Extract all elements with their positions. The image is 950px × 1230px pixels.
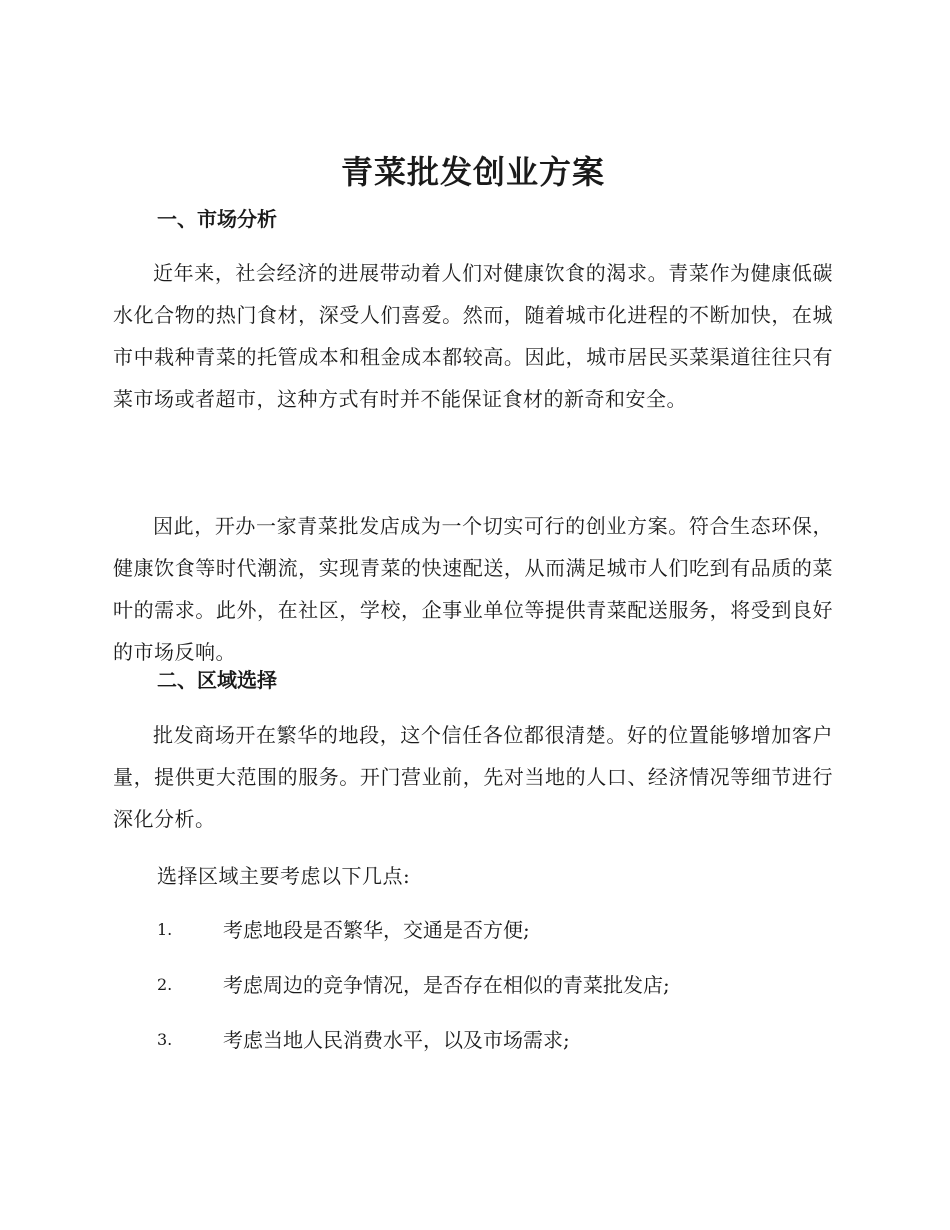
list-text: 考虑周边的竞争情况，是否存在相似的青菜批发店; (223, 973, 670, 997)
list-text: 考虑地段是否繁华，交通是否方便; (223, 918, 530, 942)
paragraph-region-1: 批发商场开在繁华的地段，这个信任各位都很清楚。好的位置能够增加客户量，提供更大范围的服务。开门营业前，先对当地的人口、经济情况等细节进行深化分析。 (113, 723, 833, 831)
list-number: 1. (157, 920, 173, 939)
section-heading-region-selection: 二、区域选择 (157, 668, 277, 692)
paragraph-region-intro: 选择区域主要考虑以下几点: (157, 864, 411, 888)
list-text: 考虑当地人民消费水平，以及市场需求; (223, 1028, 570, 1052)
list-number: 2. (157, 975, 173, 994)
paragraph-market-2: 因此，开办一家青菜批发店成为一个切实可行的创业方案。符合生态环保，健康饮食等时代潮流，实现青菜的快速配送，从而满足城市人们吃到有品质的菜叶的需求。此外，在社区，学校，企事业单位等提供青菜配送服务，将受到良好的市场反响。 (113, 514, 833, 664)
list-number: 3. (157, 1030, 173, 1049)
document-title: 青菜批发创业方案 (340, 153, 605, 191)
section-heading-market-analysis: 一、市场分析 (157, 207, 277, 231)
paragraph-market-1: 近年来，社会经济的进展带动着人们对健康饮食的渴求。青菜作为健康低碳水化合物的热门食材，深受人们喜爱。然而，随着城市化进程的不断加快，在城市中栽种青菜的托管成本和租金成本都较高。因此，城市居民买菜渠道往往只有菜市场或者超市，这种方式有时并不能保证食材的新奇和安全。 (113, 261, 833, 411)
